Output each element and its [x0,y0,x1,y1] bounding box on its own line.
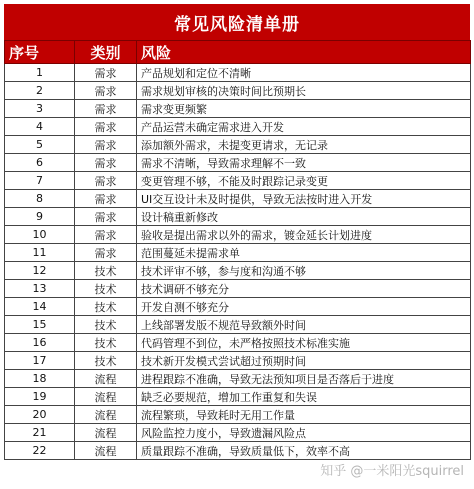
cell-risk: 产品规划和定位不清晰 [137,64,471,82]
cell-index: 11 [5,244,75,262]
cell-risk: 需求不清晰，导致需求理解不一致 [137,154,471,172]
header-risk: 风险 [137,41,471,64]
table-row [5,406,471,424]
table-row [5,82,471,100]
cell-index: 7 [5,172,75,190]
risk-table [4,40,471,460]
cell-risk: 产品运营未确定需求进入开发 [137,118,471,136]
table-row [5,352,471,370]
cell-risk: 开发自测不够充分 [137,298,471,316]
table-row [5,424,471,442]
cell-index: 2 [5,82,75,100]
cell-index: 19 [5,388,75,406]
cell-risk: 范围蔓延未提需求单 [137,244,471,262]
cell-category: 流程 [75,370,137,388]
cell-category: 技术 [75,316,137,334]
cell-risk: 进程跟踪不准确，导致无法预知项目是否落后于进度 [137,370,471,388]
cell-index: 4 [5,118,75,136]
cell-risk: 验收是提出需求以外的需求，镀金延长计划进度 [137,226,471,244]
cell-risk: 技术评审不够，参与度和沟通不够 [137,262,471,280]
cell-category: 需求 [75,190,137,208]
cell-index: 6 [5,154,75,172]
header-index: 序号 [5,41,75,64]
table-row [5,208,471,226]
cell-category: 需求 [75,64,137,82]
table-row [5,244,471,262]
table-row [5,118,471,136]
table-row [5,154,471,172]
table-row [5,136,471,154]
cell-risk: 变更管理不够，不能及时跟踪记录变更 [137,172,471,190]
header-category: 类别 [75,41,137,64]
cell-category: 需求 [75,118,137,136]
cell-category: 技术 [75,352,137,370]
cell-category: 需求 [75,172,137,190]
table-row [5,226,471,244]
table-row [5,388,471,406]
cell-index: 14 [5,298,75,316]
cell-index: 10 [5,226,75,244]
table-row [5,370,471,388]
cell-risk: 添加额外需求，未提变更请求，无记录 [137,136,471,154]
cell-category: 需求 [75,136,137,154]
cell-risk: 技术新开发模式尝试超过预期时间 [137,352,471,370]
cell-category: 需求 [75,226,137,244]
watermark: 知乎 @一米阳光squirrel [320,464,464,479]
cell-category: 流程 [75,406,137,424]
table-row [5,64,471,82]
cell-index: 5 [5,136,75,154]
cell-index: 18 [5,370,75,388]
cell-index: 21 [5,424,75,442]
table-row [5,190,471,208]
cell-risk: UI交互设计未及时提供，导致无法按时进入开发 [137,190,471,208]
cell-risk: 需求变更频繁 [137,100,471,118]
cell-category: 需求 [75,82,137,100]
header-row [5,41,471,64]
cell-index: 16 [5,334,75,352]
cell-category: 需求 [75,208,137,226]
table-row [5,316,471,334]
cell-category: 技术 [75,262,137,280]
cell-category: 需求 [75,154,137,172]
table-row [5,442,471,460]
cell-category: 需求 [75,100,137,118]
cell-category: 流程 [75,442,137,460]
cell-index: 15 [5,316,75,334]
cell-index: 8 [5,190,75,208]
cell-risk: 风险监控力度小，导致遗漏风险点 [137,424,471,442]
cell-category: 需求 [75,244,137,262]
cell-category: 流程 [75,424,137,442]
cell-risk: 质量跟踪不准确，导致质量低下，效率不高 [137,442,471,460]
cell-index: 20 [5,406,75,424]
cell-risk: 需求规划审核的决策时间比预期长 [137,82,471,100]
table-row [5,334,471,352]
cell-risk: 代码管理不到位，未严格按照技术标准实施 [137,334,471,352]
cell-index: 1 [5,64,75,82]
cell-category: 技术 [75,280,137,298]
cell-risk: 上线部署发版不规范导致额外时间 [137,316,471,334]
cell-category: 技术 [75,298,137,316]
table-row [5,280,471,298]
table-row [5,100,471,118]
cell-risk: 流程繁琐，导致耗时无用工作量 [137,406,471,424]
cell-index: 17 [5,352,75,370]
cell-index: 3 [5,100,75,118]
cell-index: 22 [5,442,75,460]
cell-risk: 技术调研不够充分 [137,280,471,298]
cell-category: 技术 [75,334,137,352]
table-row [5,172,471,190]
cell-index: 12 [5,262,75,280]
table-row [5,298,471,316]
cell-index: 13 [5,280,75,298]
sheet-title: 常见风险清单册 [4,4,470,40]
table-row [5,262,471,280]
cell-category: 流程 [75,388,137,406]
cell-index: 9 [5,208,75,226]
cell-risk: 缺乏必要规范，增加工作重复和失误 [137,388,471,406]
cell-risk: 设计稿重新修改 [137,208,471,226]
